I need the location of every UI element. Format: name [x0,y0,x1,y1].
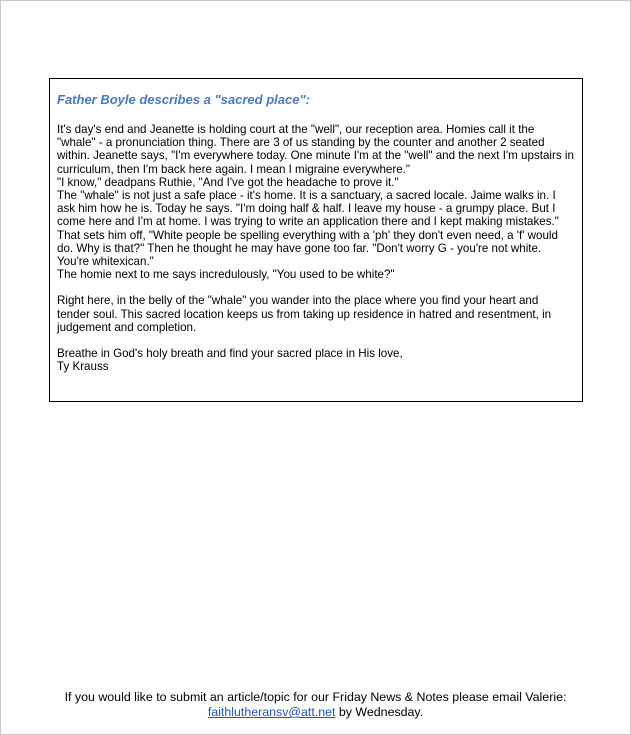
footer-text: If you would like to submit an article/topic for our Friday News & Notes please email Valerie: [64,690,567,704]
footer [0,690,631,720]
closing-line: Breathe in God's holy breath and find your sacred place in His love, [57,347,403,361]
paragraph-gap [57,334,574,347]
email-link[interactable]: faithlutheransv@att.net [207,705,336,719]
footer-suffix: by Wednesday. [335,705,424,719]
article-box [49,78,583,402]
article-title: Father Boyle describes a "sacred place": [57,92,310,107]
signature: Ty Krauss [57,360,109,374]
footer-line2 [0,705,631,720]
article-paragraph: It's day's end and Jeanette is holding court at the "well", our reception area. Homies call it the "whale" - a pronunciation thing. There are 3 of us standing by the counter and another 2 seated within. Jeanette says, "I'm everywhere today. One minute I'm at the "well" and the next I'm upstairs in curriculum, then I'm back here again. I mean I migraine everywhere." [57,123,574,176]
article-paragraph: The "whale" is not just a safe place - it's home. It is a sanctuary, a sacred locale. Jaime walks in. I ask him how he is. Today he says. "I'm doing half & half. I leave my house - a grumpy place. But I come here and I'm at home. I was trying to write an application there and I kept making mistakes." That sets him off, "White people be spelling everything with a 'ph' they don't even need, a 'f' would do. Why is that?" Then he thought he may have gone too far. "Don't worry G - you're not white. You're whitexican." [57,189,559,269]
paragraph-gap [57,281,574,294]
article-paragraph: "I know," deadpans Ruthie, "And I've got the headache to prove it." [57,175,399,189]
article-paragraph: Right here, in the belly of the "whale" you wander into the place where you find your heart and tender soul. This sacred location keeps us from taking up residence in hatred and resentment, in judgement and completion. [57,294,552,334]
article-paragraph: The homie next to me says incredulously, "You used to be white?" [57,268,395,282]
